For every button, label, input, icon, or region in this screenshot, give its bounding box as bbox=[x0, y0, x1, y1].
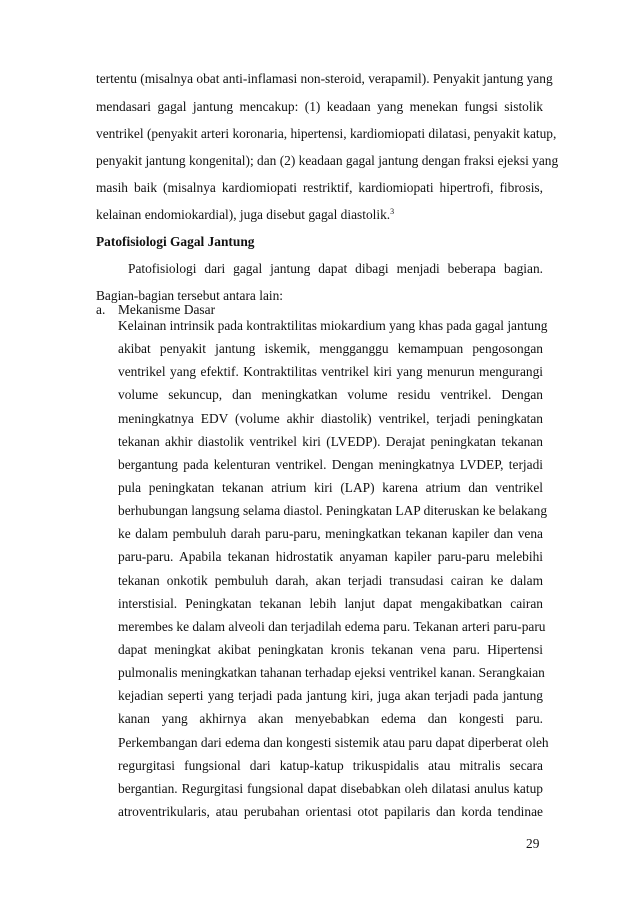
body-line: regurgitasi fungsional dari katup-katup trikuspidalis atau mitralis secara bbox=[118, 758, 543, 773]
body-line: pula peningkatan tekanan atrium kiri (LAP) karena atrium dan ventrikel bbox=[118, 480, 543, 495]
intro-line: penyakit jantung kongenital); dan (2) keadaan gagal jantung dengan fraksi ejeksi yang bbox=[96, 153, 559, 168]
body-line: ke dalam pembuluh darah paru-paru, meningkatkan tekanan kapiler dan vena bbox=[118, 526, 543, 541]
intro-line: kelainan endomiokardial), juga disebut gagal diastolik. bbox=[96, 207, 391, 222]
body-line: dapat meningkat akibat peningkatan kronis tekanan vena paru. Hipertensi bbox=[118, 642, 543, 657]
body-line: kanan yang akhirnya akan menyebabkan edema dan kongesti paru. bbox=[118, 711, 543, 726]
body-line: bergantung pada kelenturan ventrikel. Dengan meningkatnya LVDEP, terjadi bbox=[118, 457, 543, 472]
body-line: ventrikel yang efektif. Kontraktilitas ventrikel kiri yang menurun mengurangi bbox=[118, 364, 543, 379]
body-line: merembes ke dalam alveoli dan terjadilah edema paru. Tekanan arteri paru-paru bbox=[118, 619, 546, 634]
body-line: Kelainan intrinsik pada kontraktilitas miokardium yang khas pada gagal jantung bbox=[118, 318, 548, 333]
body-line: tekanan akhir diastolik ventrikel kiri (LVEDP). Derajat peningkatan tekanan bbox=[118, 434, 543, 449]
section-heading: Patofisiologi Gagal Jantung bbox=[96, 234, 255, 249]
body-line: berhubungan langsung selama diastol. Peningkatan LAP diteruskan ke belakang bbox=[118, 503, 548, 518]
body-line: pulmonalis meningkatkan tahanan terhadap ejeksi ventrikel kanan. Serangkaian bbox=[118, 665, 545, 680]
body-line: meningkatnya EDV (volume akhir diastolik) ventrikel, terjadi peningkatan bbox=[118, 411, 543, 426]
body-line: atroventrikularis, atau perubahan orientasi otot papilaris dan korda tendinae bbox=[118, 804, 543, 819]
body-line: volume sekuncup, dan meningkatkan volume residu ventrikel. Dengan bbox=[118, 387, 543, 402]
intro-line: tertentu (misalnya obat anti-inflamasi non-steroid, verapamil). Penyakit jantung yang bbox=[96, 71, 553, 86]
body-line: bergantian. Regurgitasi fungsional dapat disebabkan oleh dilatasi anulus katup bbox=[118, 781, 543, 796]
subsection-title: Mekanisme Dasar bbox=[118, 302, 216, 317]
intro-line: ventrikel (penyakit arteri koronaria, hipertensi, kardiomiopati dilatasi, penyakit katup, bbox=[96, 126, 557, 141]
body-line: interstisial. Peningkatan tekanan lebih lanjut dapat mengakibatkan cairan bbox=[118, 596, 543, 611]
subsection-marker: a. bbox=[96, 302, 106, 317]
section-intro-line: Patofisiologi dari gagal jantung dapat dibagi menjadi beberapa bagian. bbox=[128, 261, 543, 276]
body-line: tekanan onkotik pembuluh darah, akan terjadi transudasi cairan ke dalam bbox=[118, 573, 543, 588]
footnote-reference: 3 bbox=[390, 207, 395, 216]
intro-last-line bbox=[96, 206, 543, 224]
body-line: akibat penyakit jantung iskemik, mengganggu kemampuan pengosongan bbox=[118, 341, 543, 356]
body-line: paru-paru. Apabila tekanan hidrostatik anyaman kapiler paru-paru melebihi bbox=[118, 549, 543, 564]
body-line: Perkembangan dari edema dan kongesti sistemik atau paru dapat diperberat oleh bbox=[118, 735, 549, 750]
intro-line: mendasari gagal jantung mencakup: (1) keadaan yang menekan fungsi sistolik bbox=[96, 99, 543, 114]
body-line: kejadian seperti yang terjadi pada jantung kiri, juga akan terjadi pada jantung bbox=[118, 688, 543, 703]
intro-line: masih baik (misalnya kardiomiopati restriktif, kardiomiopati hipertrofi, fibrosis, bbox=[96, 180, 543, 195]
section-intro-line: Bagian-bagian tersebut antara lain: bbox=[96, 288, 284, 303]
page-number: 29 bbox=[526, 836, 540, 851]
